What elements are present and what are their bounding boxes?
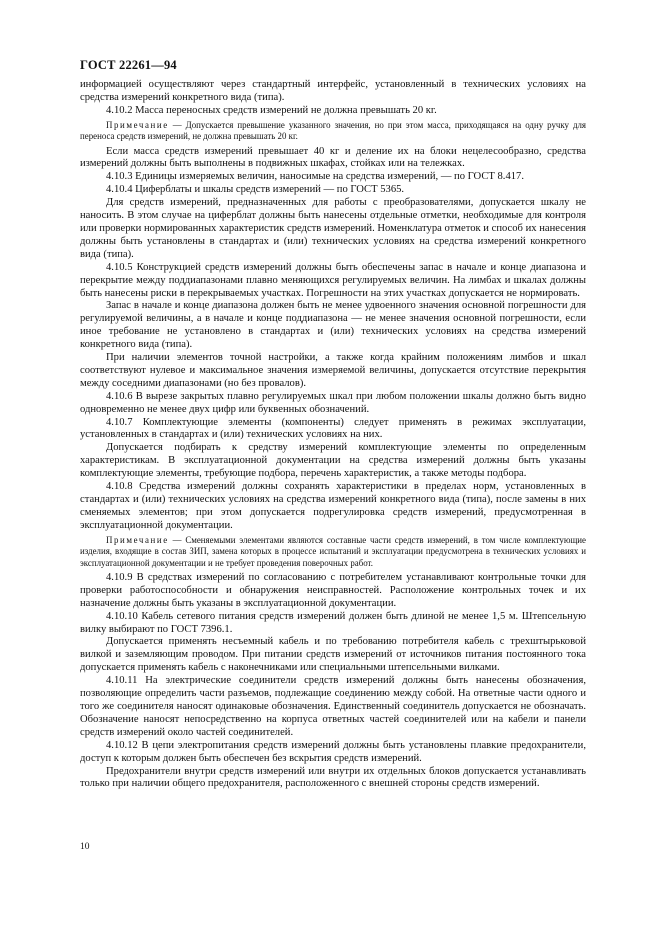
paragraph: Допускается подбирать к средству измерений комплектующие элементы по определенным характеристикам. В эксплуатационной документации на средства измерений должны быть указаны комплектующие элементы, требующие подбора, перечень характеристик, а также методы подбора. [80, 442, 586, 480]
document-header: ГОСТ 22261—94 [80, 58, 177, 72]
paragraph: 4.10.6 В вырезе закрытых плавно регулируемых шкал при любом положении шкалы должно быть видно одновременно не менее двух цифр или буквенных обозначений. [80, 390, 586, 415]
paragraph: Допускается применять несъемный кабель и по требованию потребителя кабель с трехштырьковой вилкой и заземляющим проводом. При питании средств измерений от источников питания постоянного тока допускается применять кабель с наконечниками или специальными штепсельными вилками. [80, 636, 586, 674]
paragraph: 4.10.5 Конструкцией средств измерений должны быть обеспечены запас в начале и конце диапазона и перекрытие между поддиапазонами плавно меняющихся регулируемых величин. На лимбах и шкалах должны быть нанесены риски в перекрываемых участках. Погрешности на этих участках допускается не нормировать. [80, 261, 586, 299]
paragraph: 4.10.3 Единицы измеряемых величин, наносимые на средства измерений, — по ГОСТ 8.417. [106, 171, 524, 183]
paragraph: 4.10.8 Средства измерений должны сохранять характеристики в пределах норм, установленных в стандартах и (или) технических условиях на средства измерений конкретного вида (типа), после замены в них сменяемых элементов; при этом допускается подрегулировка средств измерений, предусмотренная в эксплуатационной документации. [80, 481, 586, 531]
document-body [80, 79, 586, 791]
paragraph: При наличии элементов точной настройки, а также когда крайним положениям лимбов и шкал соответствуют нулевое и максимальное значения измеряемой величины, допускается отсутствие перекрытия между соседними диапазонами (но без провалов). [80, 352, 586, 389]
paragraph: Для средств измерений, предназначенных для работы с преобразователями, допускается шкалу не наносить. В этом случае на циферблат должны быть нанесены отдельные отметки, необходимые для контроля или проверки нормированных характеристик средств измерений. Номенклатура отметок и способ их нанесения должны быть установлены в стандартах и (или) технических условиях на средства измерений конкретного вида (типа). [80, 197, 586, 260]
paragraph: Если масса средств измерений превышает 40 кг и деление их на блоки нецелесообразно, средства измерений должны быть выполнены в подвижных шкафах, стойках или на тележках. [80, 145, 586, 170]
note-text: — Допускается превышение указанного значения, но при этом масса, приходящаяся на одну ручку для переноса средств измерений, не должна превышать 20 кг. [80, 119, 586, 142]
paragraph: информацией осуществляют через стандартный интерфейс, установленный в технических условиях на средства измерений конкретного вида (типа). [80, 79, 586, 103]
paragraph: 4.10.12 В цепи электропитания средств измерений должны быть установлены плавкие предохранители, доступ к которым должен быть обеспечен без вскрытия средств измерений. [80, 739, 586, 764]
note [80, 120, 586, 143]
paragraph: 4.10.2 Масса переносных средств измерений не должна превышать 20 кг. [106, 104, 437, 116]
note-label: Примечание [106, 119, 169, 130]
page-number: 10 [80, 842, 90, 852]
paragraph: 4.10.7 Комплектующие элементы (компоненты) следует применять в режимах эксплуатации, установленных в стандартах и (или) технических условиях на них. [80, 416, 586, 441]
paragraph: 4.10.9 В средствах измерений по согласованию с потребителем устанавливают контрольные точки для проверки работоспособности и обнаружения неисправностей. Расположение контрольных точек и их назначение должны быть указаны в эксплуатационной документации. [80, 571, 586, 609]
paragraph: 4.10.10 Кабель сетевого питания средств измерений должен быть длиной не менее 1,5 м. Штепсельную вилку выбирают по ГОСТ 7396.1. [80, 610, 586, 635]
paragraph: 4.10.4 Циферблаты и шкалы средств измерений — по ГОСТ 5365. [106, 184, 405, 196]
paragraph: 4.10.11 На электрические соединители средств измерений должны быть нанесены обозначения, позволяющие определить части разъемов, подлежащие соединению между собой. На ответные части одного и того же соединителя наносят одинаковые обозначения. Единственный соединитель допускается не обозначать. Обозначение наносят непосредственно на корпуса ответных частей соединителей или на кабели и панели средств измерений около частей соединителей. [80, 675, 586, 738]
paragraph: Запас в начале и конце диапазона должен быть не менее удвоенного значения основной погрешности для регулируемой величины, а в начале и конце поддиапазона — не менее значения основной погрешности, если иное требование не установлено в стандартах и (или) технических условиях на средства измерений конкретного вида (типа). [80, 300, 586, 351]
note-label: Примечание [106, 534, 169, 545]
paragraph: Предохранители внутри средств измерений или внутри их отдельных блоков допускается устанавливать только при наличии общего предохранителя, расположенного с внешней стороны средств измерений. [80, 765, 586, 790]
note-text: — Сменяемыми элементами являются составные части средств измерений, в том числе комплектующие изделия, входящие в состав ЗИП, замена которых в процессе испытаний и эксплуатации предусмотрена в технических условиях и эксплуатационной документации и не требует проведения поверочных работ. [80, 534, 586, 568]
note [80, 535, 586, 569]
